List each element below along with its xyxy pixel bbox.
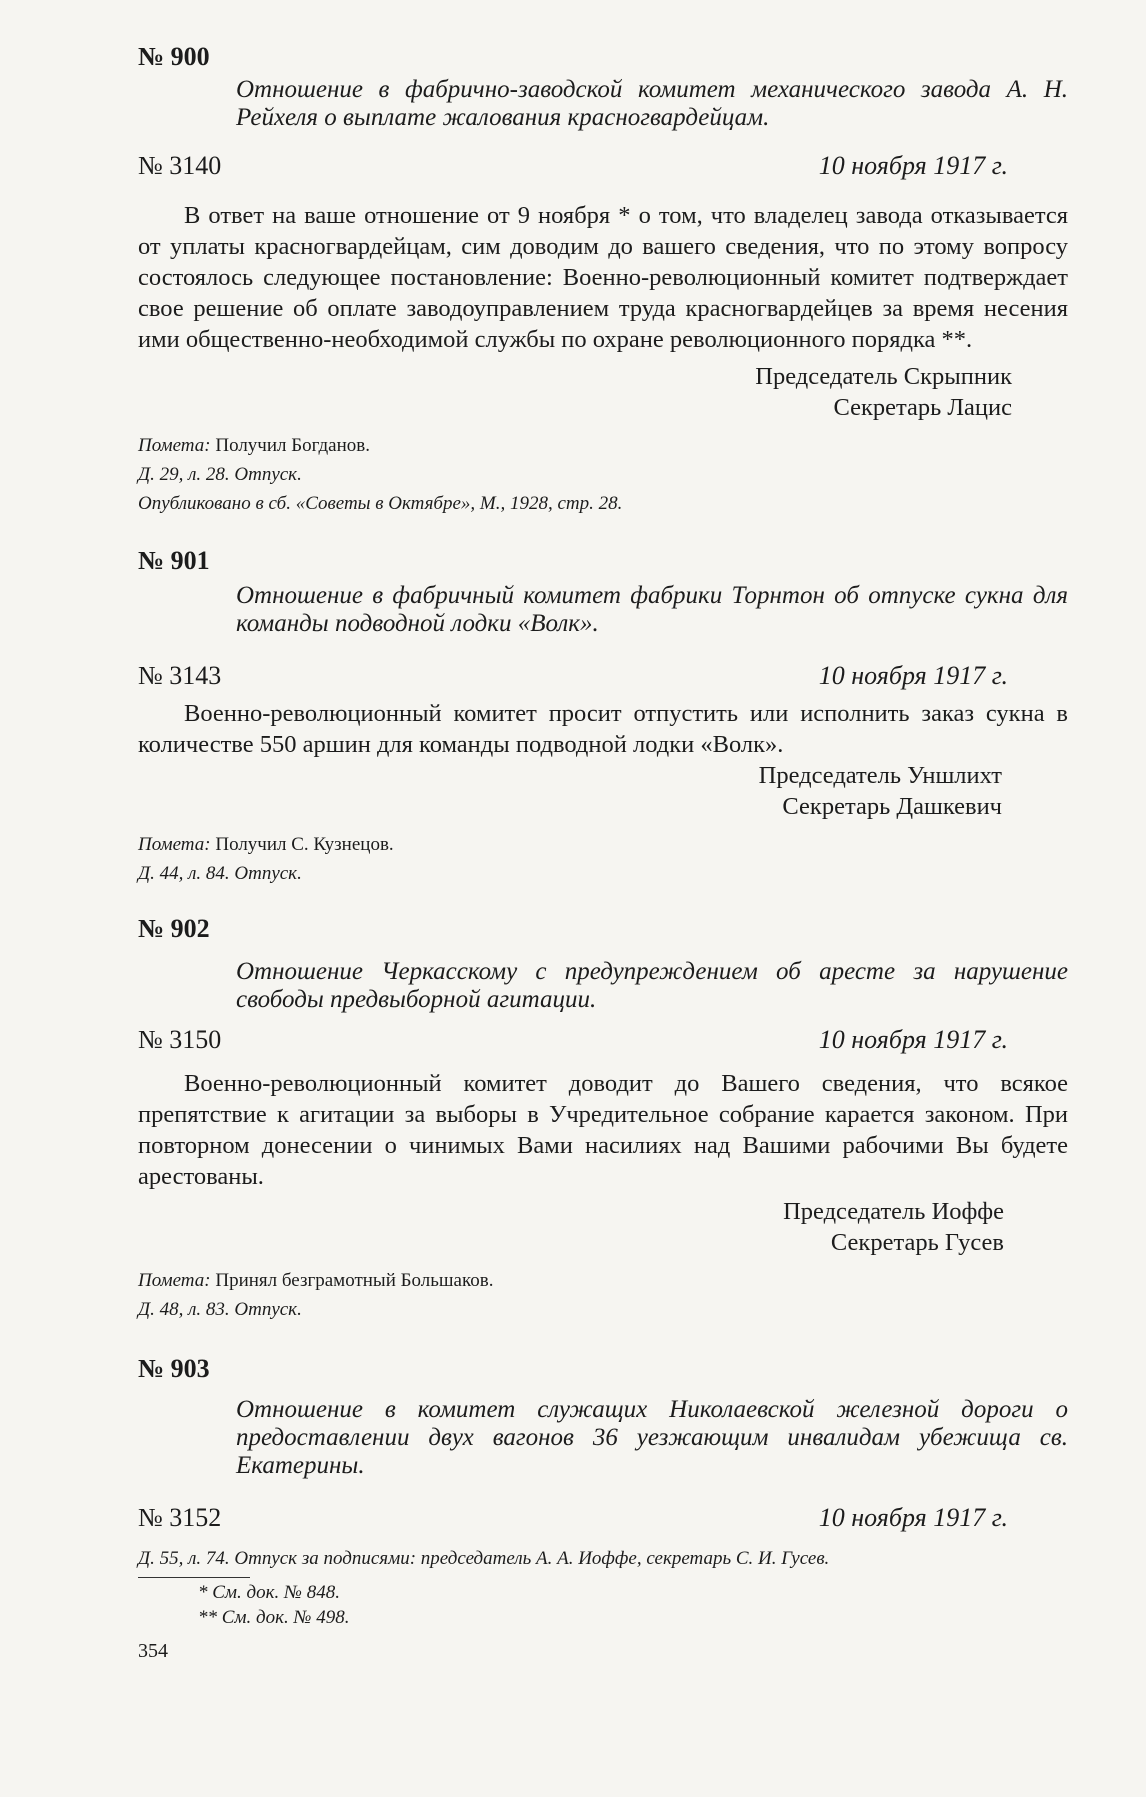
page xyxy=(138,42,1068,1663)
mark-note xyxy=(138,431,1068,460)
footnote: ** См. док. № 498. xyxy=(198,1607,350,1628)
document-body: Военно-революционный комитет просит отпустить или исполнить заказ сукна в количестве 550 аршин для команды подводной лодки «Волк». xyxy=(138,700,1068,758)
document-date: 10 ноября 1917 г. xyxy=(818,661,1008,690)
archive-reference: Д. 48, л. 83. Отпуск. xyxy=(138,1299,302,1320)
outgoing-line xyxy=(138,150,1068,182)
document-heading: Отношение в комитет служащих Николаевской железной дороги о предоставлении двух вагонов 36 уезжающим инвалидам убежища св. Екатерины. xyxy=(236,1396,1068,1479)
outgoing-number: № 3140 xyxy=(138,151,222,180)
document-body: В ответ на ваше отношение от 9 ноября * о том, что владелец завода отказывается от уплаты красногвардейцам, сим доводим до вашего сведения, что по этому вопросу состоялось следующее постановление: Военно-революционный комитет подтверждает свое решение об оплате заводоуправлением труда красногвардейцев за время несения ими общественно-необходимой службы по охране революционного порядка **. xyxy=(138,202,1068,353)
mark-text: Принял безграмотный Большаков. xyxy=(215,1270,494,1291)
document-date: 10 ноября 1917 г. xyxy=(818,1503,1008,1532)
outgoing-line xyxy=(138,1024,1068,1056)
chair-signature: Председатель Иоффе xyxy=(783,1198,1004,1225)
outgoing-line xyxy=(138,660,1068,692)
secretary-signature: Секретарь Гусев xyxy=(830,1229,1004,1256)
document-903 xyxy=(138,1354,1068,1573)
footnote-divider xyxy=(138,1577,250,1578)
signatures xyxy=(138,760,1068,822)
document-902 xyxy=(138,914,1068,1324)
document-900 xyxy=(138,42,1068,518)
outgoing-number: № 3152 xyxy=(138,1503,222,1532)
document-heading: Отношение Черкасскому с предупреждением об аресте за нарушение свободы предвыборной агитации. xyxy=(236,958,1068,1013)
mark-label: Помета: xyxy=(138,435,211,456)
document-heading: Отношение в фабрично-заводской комитет механического завода А. Н. Рейхеля о выплате жалования красногвардейцам. xyxy=(236,76,1068,131)
document-number: № 900 xyxy=(138,42,210,71)
document-number: № 901 xyxy=(138,546,210,575)
mark-note xyxy=(138,830,1068,859)
signatures xyxy=(138,361,1068,423)
archive-reference: Д. 44, л. 84. Отпуск. xyxy=(138,863,302,884)
archive-reference: Д. 55, л. 74. Отпуск за подписями: председатель А. А. Иоффе, секретарь С. И. Гусев. xyxy=(138,1548,830,1569)
document-date: 10 ноября 1917 г. xyxy=(818,151,1008,180)
footnote: * См. док. № 848. xyxy=(198,1582,340,1603)
secretary-signature: Секретарь Лацис xyxy=(833,394,1012,421)
chair-signature: Председатель Скрыпник xyxy=(755,363,1012,390)
document-body: Военно-революционный комитет доводит до Вашего сведения, что всякое препятствие к агитации за выборы в Учредительное собрание карается законом. При повторном донесении о чинимых Вами насилиях над Вашими рабочими Вы будете арестованы. xyxy=(138,1070,1068,1190)
signatures xyxy=(138,1196,1068,1258)
outgoing-number: № 3143 xyxy=(138,661,222,690)
chair-signature: Председатель Уншлихт xyxy=(758,762,1002,789)
document-heading: Отношение в фабричный комитет фабрики Торнтон об отпуске сукна для команды подводной лодки «Волк». xyxy=(236,582,1068,637)
secretary-signature: Секретарь Дашкевич xyxy=(782,793,1002,820)
mark-text: Получил Богданов. xyxy=(215,435,370,456)
document-901 xyxy=(138,546,1068,888)
outgoing-line xyxy=(138,1502,1068,1534)
publication-note: Опубликовано в сб. «Советы в Октябре», М., 1928, стр. 28. xyxy=(138,493,623,514)
outgoing-number: № 3150 xyxy=(138,1025,222,1054)
mark-text: Получил С. Кузнецов. xyxy=(215,834,394,855)
mark-note xyxy=(138,1266,1068,1295)
mark-label: Помета: xyxy=(138,834,211,855)
archive-reference: Д. 29, л. 28. Отпуск. xyxy=(138,464,302,485)
page-number: 354 xyxy=(138,1640,168,1662)
document-number: № 903 xyxy=(138,1354,210,1383)
document-number: № 902 xyxy=(138,914,210,943)
mark-label: Помета: xyxy=(138,1270,211,1291)
document-date: 10 ноября 1917 г. xyxy=(818,1025,1008,1054)
